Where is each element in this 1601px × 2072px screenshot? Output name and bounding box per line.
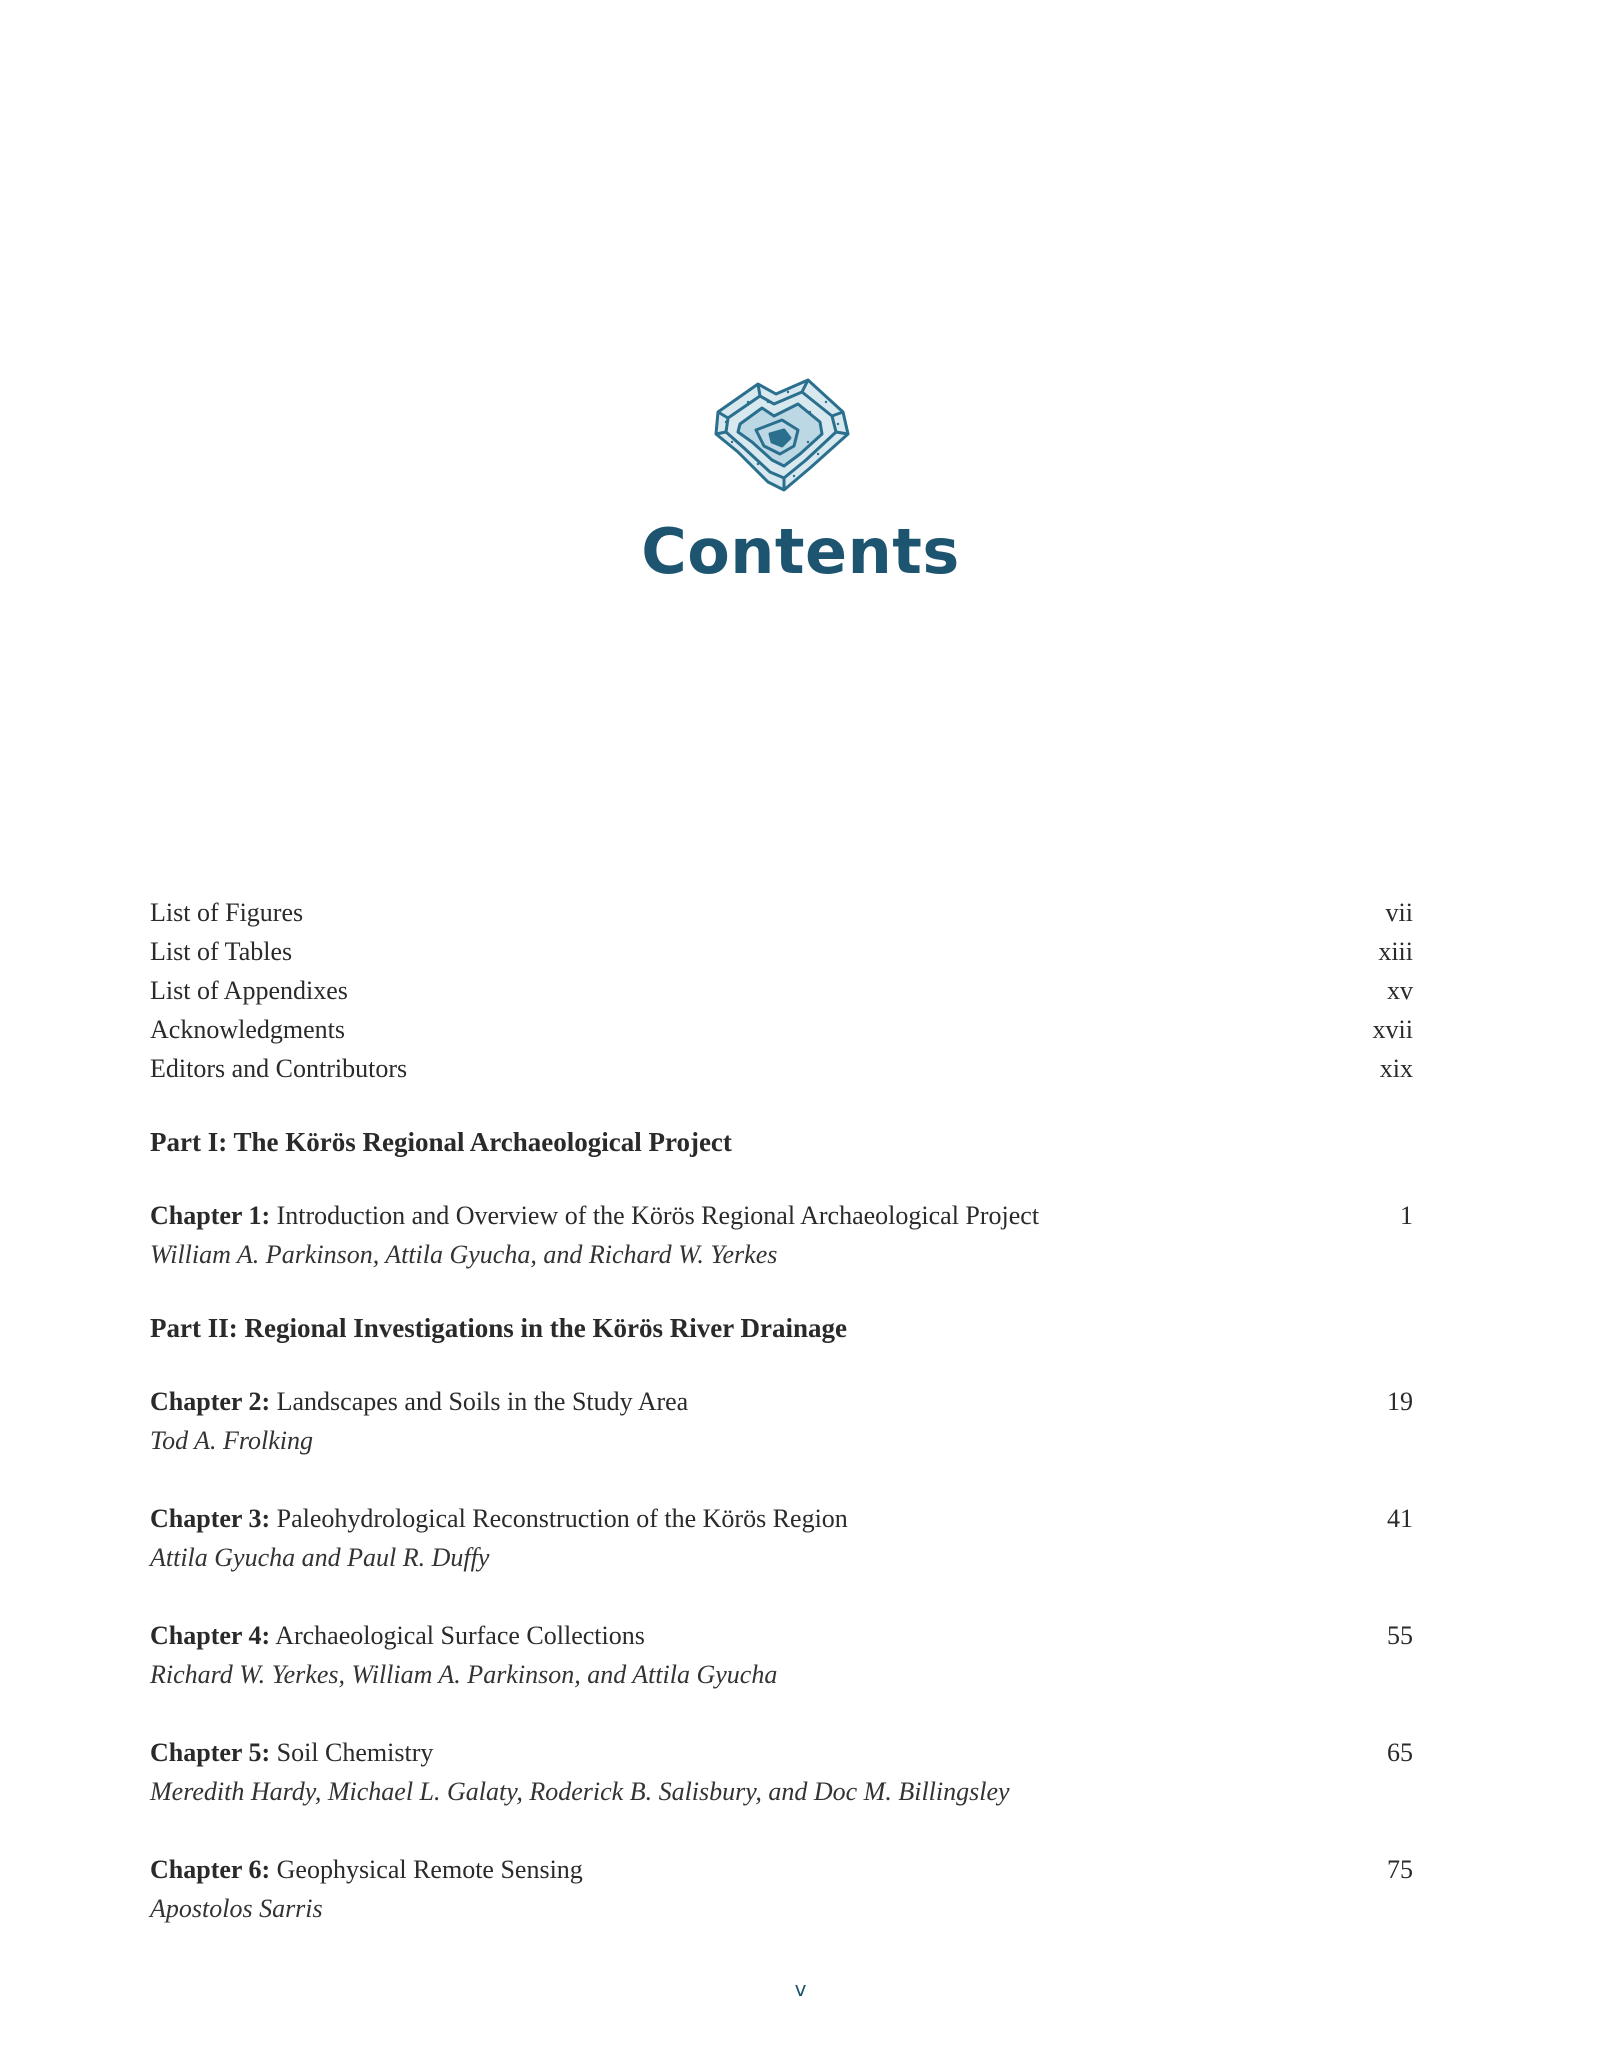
chapter-page: 55	[1387, 1621, 1413, 1650]
toc-entry-label: List of Tables	[150, 937, 293, 966]
chapter-number: Chapter 5:	[150, 1738, 271, 1767]
toc-entry-list-of-figures[interactable]	[150, 893, 1413, 932]
chapter-authors: William A. Parkinson, Attila Gyucha, and Richard W. Yerkes	[150, 1240, 778, 1269]
chapter-number: Chapter 6:	[150, 1855, 271, 1884]
page-title: Contents	[641, 515, 960, 588]
toc-entry-page: xix	[1379, 1054, 1413, 1083]
toc-entry-list-of-appendixes[interactable]	[150, 971, 1413, 1010]
chapter-title: Introduction and Overview of the Körös Regional Archaeological Project	[276, 1201, 1040, 1230]
toc-chapter-3[interactable]	[150, 1499, 1413, 1577]
toc-chapter-1[interactable]	[150, 1196, 1413, 1274]
chapter-authors: Apostolos Sarris	[150, 1894, 323, 1923]
chapter-page: 65	[1387, 1738, 1413, 1767]
page-number: v	[794, 1977, 807, 2001]
toc-chapter-6[interactable]	[150, 1850, 1413, 1928]
toc-entry-acknowledgments[interactable]	[150, 1010, 1413, 1049]
chapter-page: 75	[1387, 1855, 1413, 1884]
chapter-number: Chapter 2:	[150, 1387, 271, 1416]
chapter-title: Archaeological Surface Collections	[275, 1621, 645, 1650]
chapter-authors: Richard W. Yerkes, William A. Parkinson, and Attila Gyucha	[150, 1660, 778, 1689]
chapter-authors: Attila Gyucha and Paul R. Duffy	[150, 1543, 490, 1572]
toc-chapter-5[interactable]	[150, 1733, 1413, 1811]
toc-entry-label: List of Appendixes	[150, 976, 348, 1005]
chapter-authors: Tod A. Frolking	[150, 1426, 314, 1455]
chapter-number: Chapter 4:	[150, 1621, 271, 1650]
part-heading-2: Part II: Regional Investigations in the Körös River Drainage	[150, 1313, 847, 1343]
chapter-number: Chapter 1:	[150, 1201, 271, 1230]
chapter-title: Paleohydrological Reconstruction of the Körös Region	[276, 1504, 848, 1533]
toc-entry-label: Acknowledgments	[150, 1015, 345, 1044]
toc-entry-page: vii	[1385, 898, 1413, 927]
toc-chapter-4[interactable]	[150, 1616, 1413, 1694]
toc-entry-list-of-tables[interactable]	[150, 932, 1413, 971]
chapter-page: 1	[1400, 1201, 1413, 1230]
toc-entry-page: xvii	[1372, 1015, 1413, 1044]
toc-chapter-2[interactable]	[150, 1382, 1413, 1460]
toc-entry-page: xiii	[1378, 937, 1413, 966]
chapter-page: 41	[1387, 1504, 1413, 1533]
table-of-contents	[150, 893, 1413, 1928]
chapter-title: Soil Chemistry	[276, 1738, 434, 1767]
toc-entry-label: List of Figures	[150, 898, 304, 927]
chapter-number: Chapter 3:	[150, 1504, 271, 1533]
part-heading-1: Part I: The Körös Regional Archaeological Project	[150, 1127, 732, 1157]
chapter-authors: Meredith Hardy, Michael L. Galaty, Roderick B. Salisbury, and Doc M. Billingsley	[150, 1777, 1010, 1806]
toc-entry-label: Editors and Contributors	[150, 1054, 408, 1083]
toc-entry-editors-and-contributors[interactable]	[150, 1049, 1413, 1088]
stone-artifact-icon	[698, 372, 858, 492]
toc-entry-page: xv	[1387, 976, 1413, 1005]
chapter-page: 19	[1387, 1387, 1413, 1416]
chapter-title: Geophysical Remote Sensing	[276, 1855, 583, 1884]
chapter-title: Landscapes and Soils in the Study Area	[276, 1387, 689, 1416]
